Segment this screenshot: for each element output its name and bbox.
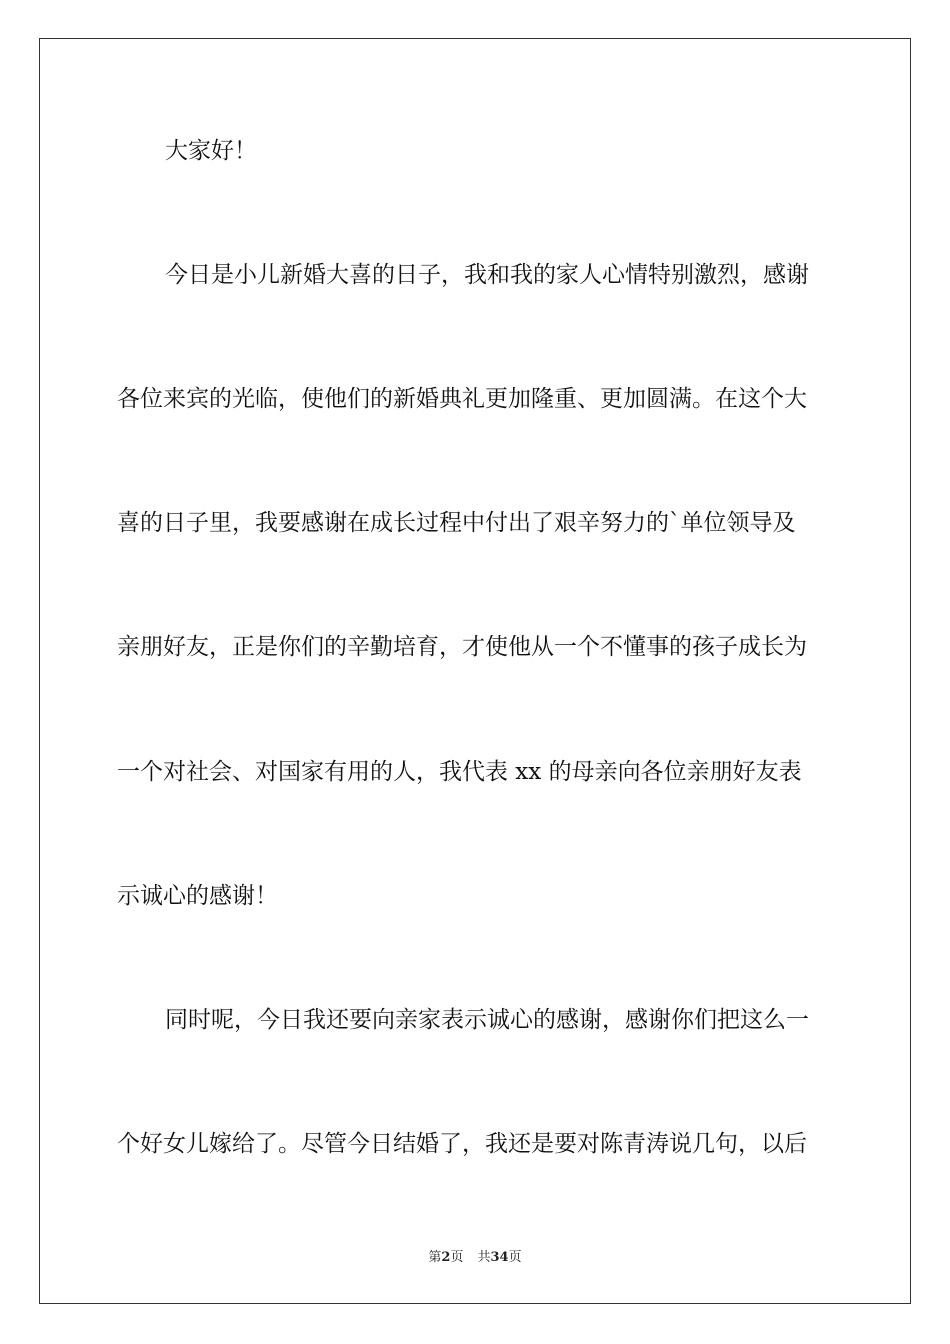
text-line-greeting: 大家好！ [165,138,257,164]
text-line: 今日是小儿新婚大喜的日子，我和我的家人心情特别激烈，感谢 [165,262,809,288]
text-line: 喜的日子里，我要感谢在成长过程中付出了艰辛努力的`单位领导及 [117,510,796,536]
text-line: 示诚心的感谢！ [117,883,278,909]
text-line: 一个对社会、对国家有用的人，我代表 xx 的母亲向各位亲朋好友表 [117,759,802,785]
total-pages: 34 [490,1250,509,1265]
total-suffix: 页 [508,1250,522,1265]
page-suffix: 页 [450,1250,464,1265]
text-line: 个好女儿嫁给了。尽管今日结婚了，我还是要对陈青涛说几句，以后 [117,1131,807,1157]
page-prefix: 第 [428,1250,442,1265]
page-number: 2 [441,1250,451,1265]
text-line: 亲朋好友，正是你们的辛勤培育，才使他从一个不懂事的孩子成长为 [117,634,807,660]
text-line: 各位来宾的光临，使他们的新婚典礼更加隆重、更加圆满。在这个大 [117,386,807,412]
text-line: 同时呢，今日我还要向亲家表示诚心的感谢，感谢你们把这么一 [165,1007,809,1033]
page-footer [0,1246,950,1265]
total-prefix: 共 [477,1250,491,1265]
page-border [39,38,911,1304]
